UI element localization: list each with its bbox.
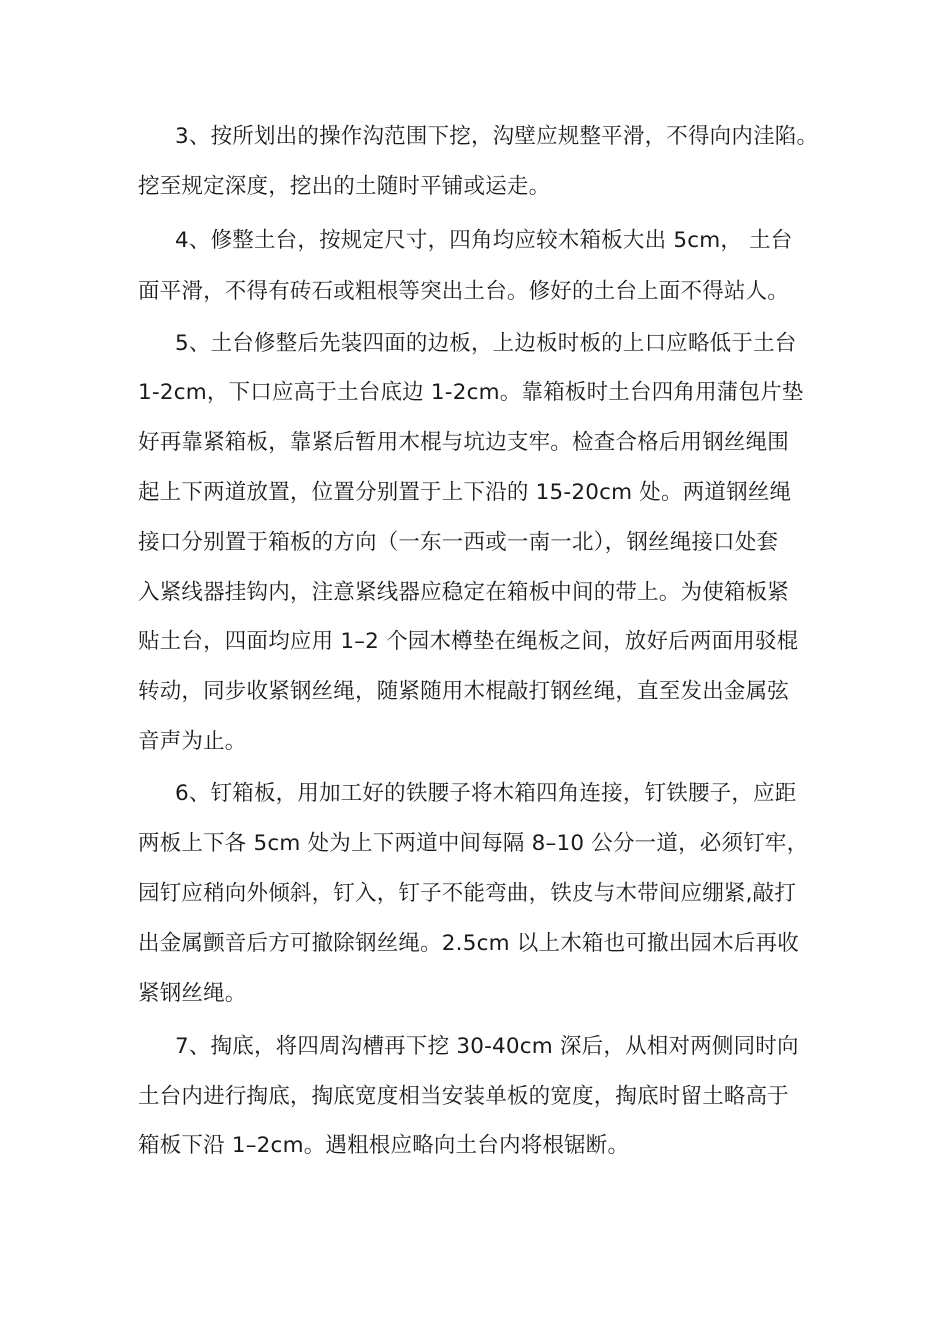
paragraph-line: 面平滑，不得有砖石或粗根等突出土台。修好的土台上面不得站人。	[138, 279, 790, 304]
paragraph-line: 紧钢丝绳。	[138, 981, 247, 1006]
paragraph-line: 入紧线器挂钩内，注意紧线器应稳定在箱板中间的带上。为使箱板紧	[138, 580, 790, 605]
paragraph-line: 6、钉箱板，用加工好的铁腰子将木箱四角连接，钉铁腰子，应距	[175, 781, 797, 806]
paragraph-line: 箱板下沿 1–2cm。遇粗根应略向土台内将根锯断。	[138, 1133, 630, 1158]
paragraph-line: 3、按所划出的操作沟范围下挖，沟壁应规整平滑，不得向内洼陷。	[175, 124, 819, 149]
paragraph-line: 土台内进行掏底，掏底宽度相当安装单板的宽度，掏底时留土略高于	[138, 1084, 790, 1109]
paragraph-line: 接口分别置于箱板的方向（一东一西或一南一北），钢丝绳接口处套	[138, 530, 779, 555]
paragraph-line: 好再靠紧箱板，靠紧后暂用木棍与坑边支牢。检查合格后用钢丝绳围	[138, 430, 790, 455]
paragraph-line: 两板上下各 5cm 处为上下两道中间每隔 8–10 公分一道，必须钉牢，	[138, 831, 809, 856]
paragraph-line: 挖至规定深度，挖出的土随时平铺或运走。	[138, 174, 551, 199]
paragraph-line: 出金属颤音后方可撤除钢丝绳。2.5cm 以上木箱也可撤出园木后再收	[138, 931, 799, 956]
paragraph-line: 转动，同步收紧钢丝绳，随紧随用木棍敲打钢丝绳，直至发出金属弦	[138, 679, 790, 704]
paragraph-line: 起上下两道放置，位置分别置于上下沿的 15-20cm 处。两道钢丝绳	[138, 480, 792, 505]
paragraph-line: 贴土台，四面均应用 1–2 个园木樽垫在绳板之间，放好后两面用驳棍	[138, 629, 799, 654]
paragraph-line: 7、掏底，将四周沟槽再下挖 30-40cm 深后，从相对两侧同时向	[175, 1034, 799, 1059]
paragraph-line: 1-2cm，下口应高于土台底边 1-2cm。靠箱板时土台四角用蒲包片垫	[138, 380, 804, 405]
paragraph-line: 音声为止。	[138, 729, 247, 754]
paragraph-line: 5、土台修整后先装四面的边板，上边板时板的上口应略低于土台	[175, 331, 797, 356]
paragraph-line: 园钉应稍向外倾斜，钉入，钉子不能弯曲，铁皮与木带间应绷紧,敲打	[138, 881, 797, 906]
paragraph-line: 4、修整土台，按规定尺寸，四角均应较木箱板大出 5cm， 土台	[175, 228, 793, 253]
